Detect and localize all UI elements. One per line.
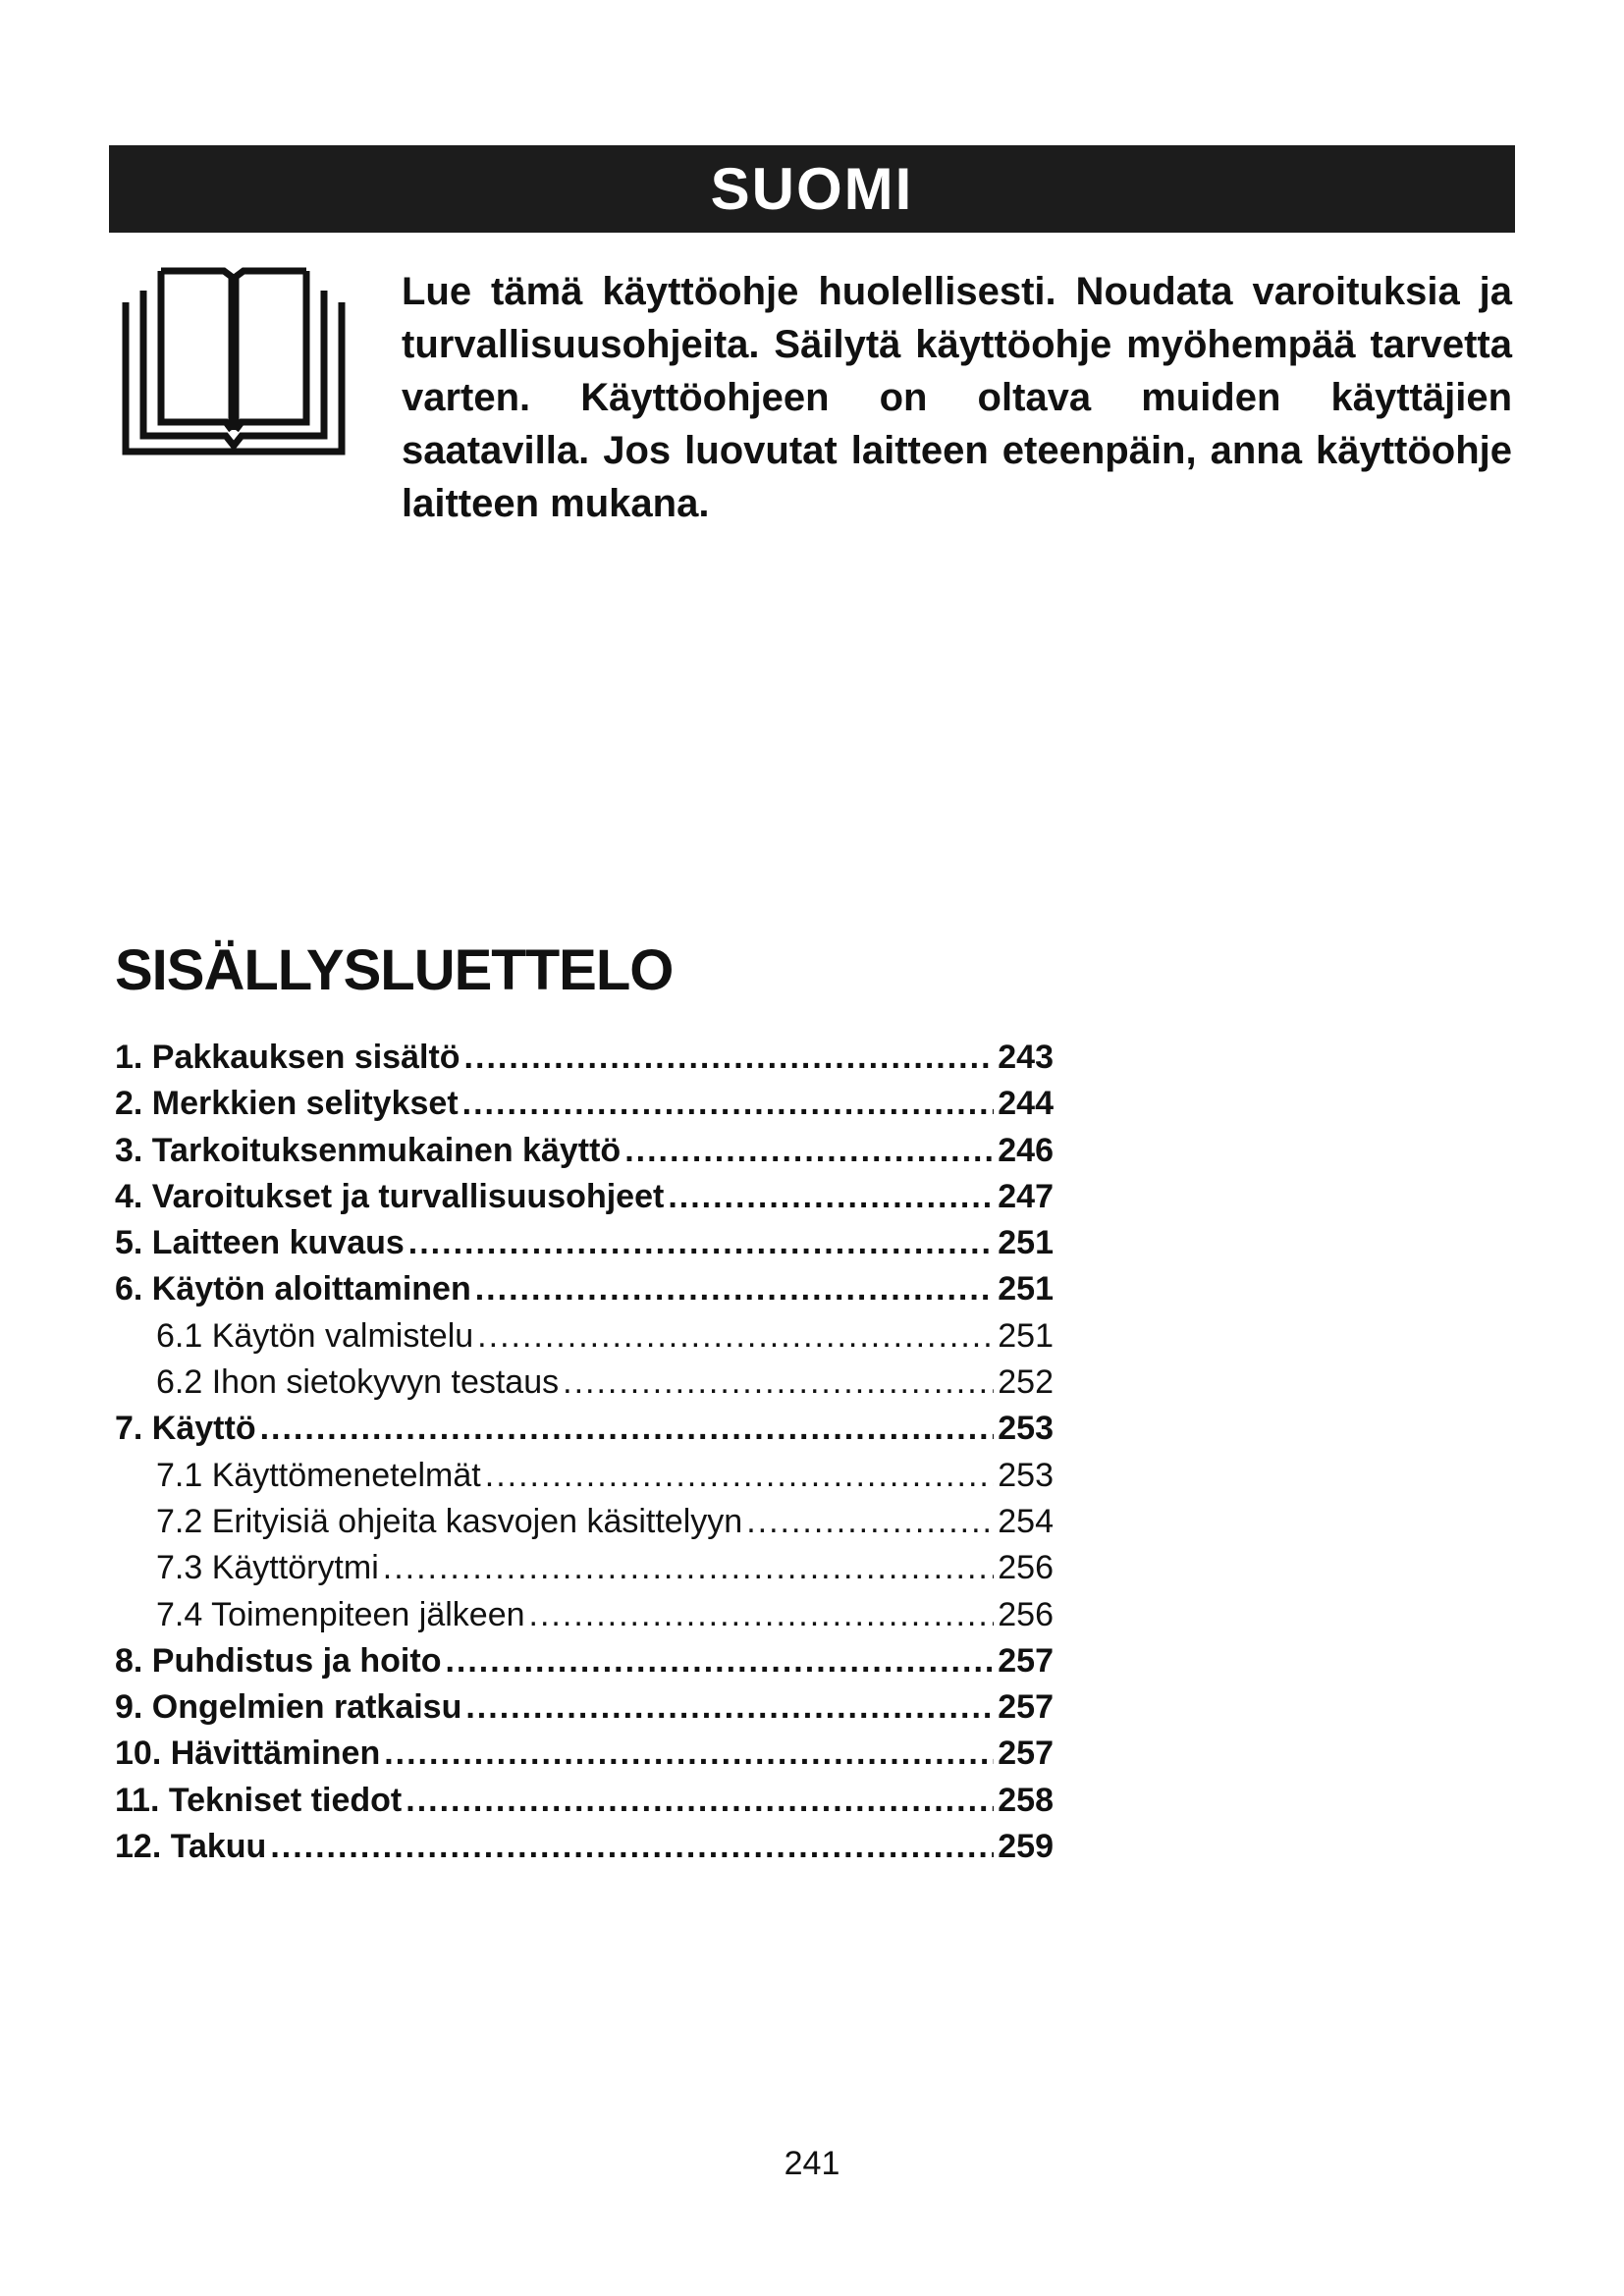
toc-entry bbox=[115, 1824, 1054, 1870]
toc-dot-leader bbox=[260, 1406, 995, 1452]
toc-entry bbox=[115, 1453, 1054, 1499]
language-banner bbox=[109, 145, 1515, 233]
toc-dot-leader bbox=[406, 1778, 994, 1824]
toc-entry-label: 12. Takuu bbox=[115, 1828, 267, 1866]
toc-dot-leader bbox=[408, 1220, 994, 1266]
toc-entry-label: 3. Tarkoituksenmukainen käyttö bbox=[115, 1131, 622, 1169]
toc-entry-page: 251 bbox=[998, 1270, 1054, 1308]
toc-entry-page: 254 bbox=[998, 1502, 1054, 1540]
toc-entry-page: 257 bbox=[998, 1735, 1054, 1773]
toc-entry-page: 256 bbox=[998, 1549, 1054, 1587]
toc-entry-label: 7.3 Käyttörytmi bbox=[156, 1549, 379, 1587]
intro-paragraph: Lue tämä käyttöohje huolellisesti. Noudata varoituksia ja turvallisuusohjeita. Säilytä käyttöohje myöhempää tarvetta varten. Käyttöohjeen on oltava muiden käyttäjien saatavilla. Jos luovutat laitteen eteenpäin, anna käyttöohje laitteen mukana. bbox=[402, 270, 1512, 525]
toc-entry bbox=[115, 1545, 1054, 1591]
toc-dot-leader bbox=[383, 1545, 995, 1591]
toc-entry-page: 246 bbox=[998, 1131, 1054, 1169]
toc-entry bbox=[115, 1081, 1054, 1127]
toc-entry-label: 5. Laitteen kuvaus bbox=[115, 1224, 405, 1262]
toc-entry-label: 11. Tekniset tiedot bbox=[115, 1781, 403, 1819]
toc-dot-leader bbox=[668, 1174, 994, 1220]
toc-entry-page: 243 bbox=[998, 1039, 1054, 1076]
toc-entry-label: 7.2 Erityisiä ohjeita kasvojen käsittelyyn bbox=[156, 1502, 743, 1540]
toc-entry-label: 6.2 Ihon sietokyvyn testaus bbox=[156, 1363, 560, 1402]
toc-dot-leader bbox=[529, 1592, 995, 1638]
toc-entry-page: 257 bbox=[998, 1688, 1054, 1727]
page-number: 241 bbox=[784, 2145, 840, 2182]
toc-entry-page: 244 bbox=[998, 1085, 1054, 1123]
toc-dot-leader bbox=[270, 1824, 994, 1870]
toc-entry bbox=[115, 1684, 1054, 1731]
toc-entry-page: 251 bbox=[998, 1224, 1054, 1262]
toc-entry-label: 9. Ongelmien ratkaisu bbox=[115, 1688, 462, 1727]
toc-entry-page: 252 bbox=[998, 1363, 1054, 1402]
toc-entry-page: 258 bbox=[998, 1781, 1054, 1819]
table-of-contents bbox=[115, 1035, 1054, 1870]
toc-entry bbox=[115, 1266, 1054, 1312]
toc-entry bbox=[115, 1592, 1054, 1638]
toc-dot-leader bbox=[485, 1453, 995, 1499]
toc-entry-label: 2. Merkkien selitykset bbox=[115, 1085, 459, 1123]
manual-book-icon bbox=[118, 263, 350, 459]
toc-entry-page: 253 bbox=[998, 1456, 1054, 1494]
toc-dot-leader bbox=[746, 1499, 994, 1545]
toc-entry-label: 10. Hävittäminen bbox=[115, 1735, 381, 1773]
toc-entry bbox=[115, 1499, 1054, 1545]
toc-dot-leader bbox=[445, 1638, 994, 1684]
toc-entry bbox=[115, 1638, 1054, 1684]
toc-entry-label: 6. Käytön aloittaminen bbox=[115, 1270, 471, 1308]
toc-title: SISÄLLYSLUETTELO bbox=[115, 938, 674, 1002]
toc-entry bbox=[115, 1406, 1054, 1452]
toc-dot-leader bbox=[624, 1128, 994, 1174]
toc-entry-label: 7.1 Käyttömenetelmät bbox=[156, 1456, 481, 1494]
toc-entry bbox=[115, 1220, 1054, 1266]
toc-dot-leader bbox=[475, 1266, 995, 1312]
language-title: SUOMI bbox=[710, 156, 914, 222]
toc-entry bbox=[115, 1313, 1054, 1360]
toc-entry-label: 4. Varoitukset ja turvallisuusohjeet bbox=[115, 1177, 665, 1215]
toc-entry-page: 251 bbox=[998, 1316, 1054, 1355]
toc-entry bbox=[115, 1035, 1054, 1081]
toc-dot-leader bbox=[563, 1360, 994, 1406]
toc-entry-page: 256 bbox=[998, 1595, 1054, 1633]
toc-dot-leader bbox=[465, 1684, 994, 1731]
toc-dot-leader bbox=[384, 1731, 994, 1777]
toc-entry bbox=[115, 1731, 1054, 1777]
toc-entry bbox=[115, 1360, 1054, 1406]
toc-dot-leader bbox=[464, 1035, 995, 1081]
toc-entry-page: 259 bbox=[998, 1828, 1054, 1866]
toc-entry-page: 247 bbox=[998, 1177, 1054, 1215]
toc-entry-label: 8. Puhdistus ja hoito bbox=[115, 1641, 442, 1680]
toc-dot-leader bbox=[462, 1081, 995, 1127]
toc-entry-page: 253 bbox=[998, 1410, 1054, 1448]
toc-entry bbox=[115, 1778, 1054, 1824]
toc-entry-label: 1. Pakkauksen sisältö bbox=[115, 1039, 460, 1076]
toc-entry bbox=[115, 1174, 1054, 1220]
toc-entry-label: 7. Käyttö bbox=[115, 1410, 256, 1448]
toc-dot-leader bbox=[477, 1313, 994, 1360]
toc-entry-label: 6.1 Käytön valmistelu bbox=[156, 1316, 474, 1355]
toc-entry bbox=[115, 1128, 1054, 1174]
toc-entry-page: 257 bbox=[998, 1641, 1054, 1680]
toc-entry-label: 7.4 Toimenpiteen jälkeen bbox=[156, 1595, 525, 1633]
